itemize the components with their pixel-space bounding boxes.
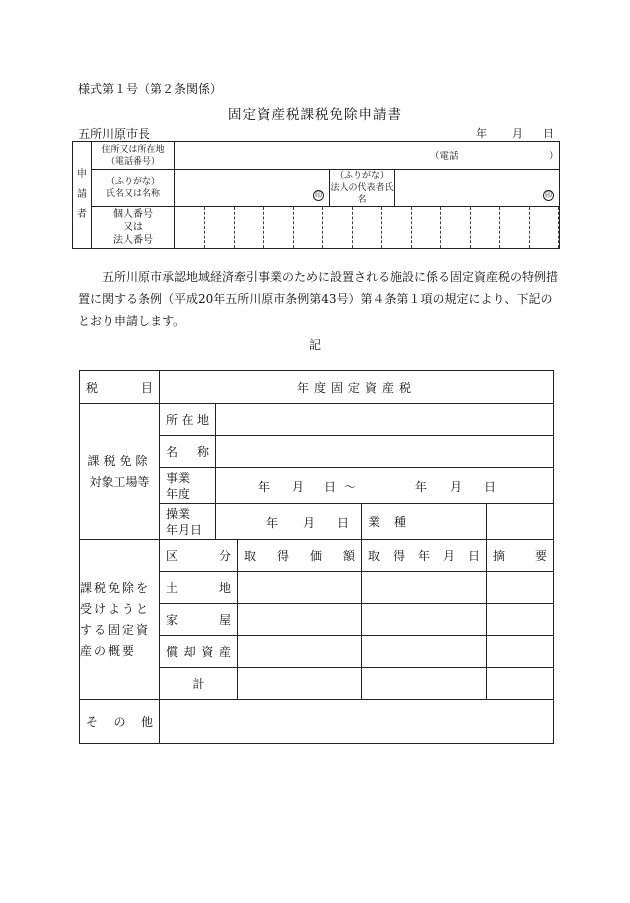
row-house-label: 家 屋 <box>160 604 238 636</box>
address-field[interactable] <box>175 142 560 170</box>
row-house-remarks[interactable] <box>487 604 554 636</box>
main-table <box>79 370 554 744</box>
row-total-amount[interactable] <box>238 668 362 700</box>
row-house-amount[interactable] <box>238 604 362 636</box>
name-label-main: 名 称 <box>160 436 216 468</box>
name-field-main[interactable] <box>216 436 554 468</box>
date-month: 月 <box>512 127 523 140</box>
applicant-table <box>72 141 560 249</box>
seal-mark: 印 <box>315 191 322 199</box>
tax-value: 年度固定資産税 <box>160 371 554 404</box>
location-field[interactable] <box>216 404 554 436</box>
date-day: 日 <box>543 127 554 140</box>
other-label: そ の 他 <box>80 700 160 744</box>
name-field[interactable] <box>175 170 330 207</box>
page-title: 固定資産税課税免除申請書 <box>228 107 402 123</box>
rep-label: （ふりがな） 法人の代表者氏名 <box>330 171 394 205</box>
address-label: 住所又は所在地 （電話番号） <box>92 142 175 170</box>
date-year: 年 <box>476 127 487 140</box>
form-number: 様式第１号（第２条関係） <box>78 82 223 96</box>
other-field[interactable] <box>160 700 554 744</box>
name-label: （ふりがな） 氏名又は名称 <box>92 170 175 207</box>
row-total-remarks[interactable] <box>487 668 554 700</box>
industry-field[interactable] <box>487 504 554 540</box>
header-remarks: 摘 要 <box>487 540 554 572</box>
row-depreciable-label: 償 却 資 産 <box>160 636 238 668</box>
row-total-date[interactable] <box>362 668 487 700</box>
row-depreciable-date[interactable] <box>362 636 487 668</box>
row-land-date[interactable] <box>362 572 487 604</box>
rep-field[interactable] <box>395 170 560 207</box>
body-text: 五所川原市承認地域経済牽引事業のために設置される施設に係る固定資産税の特例措置に関する条例（平成20年五所川原市条例第43号）第４条第１項の規定により、下記のとおり申請します。 <box>78 270 559 328</box>
phone-close: ） <box>549 151 559 162</box>
row-land-amount[interactable] <box>238 572 362 604</box>
row-depreciable-amount[interactable] <box>238 636 362 668</box>
factory-label: 課税免除 対象工場等 <box>80 404 160 540</box>
tax-label: 税 目 <box>80 371 160 404</box>
row-depreciable-remarks[interactable] <box>487 636 554 668</box>
row-land-remarks[interactable] <box>487 572 554 604</box>
operation-date-label: 操業 年月日 <box>160 504 216 540</box>
row-total-label: 計 <box>160 668 238 700</box>
id-number-field[interactable] <box>175 207 560 249</box>
business-year-field[interactable]: 年 月 日 〜 年 月 日 <box>216 468 554 504</box>
location-label: 所 在 地 <box>160 404 216 436</box>
asset-label: 課税免除を 受けようと する固定資 産の概要 <box>80 540 160 700</box>
header-category: 区 分 <box>160 540 238 572</box>
operation-date-field[interactable]: 年 月 日 <box>216 504 362 540</box>
tilde: 〜 <box>344 479 357 494</box>
id-label: 個人番号 又は 法人番号 <box>92 207 175 249</box>
seal-mark: 印 <box>545 191 553 199</box>
business-year-label: 事業 年度 <box>160 468 216 504</box>
row-land-label: 土 地 <box>160 572 238 604</box>
header-amount: 取 得 価 額 <box>238 540 362 572</box>
row-house-date[interactable] <box>362 604 487 636</box>
addressee: 五所川原市長 <box>78 127 151 141</box>
applicant-side-label: 申 請 者 <box>73 142 92 249</box>
ki-label: 記 <box>308 338 321 352</box>
phone-open: （電話 <box>430 151 459 162</box>
header-acq-date: 取 得 年 月 日 <box>362 540 487 572</box>
industry-label: 業 種 <box>362 504 487 540</box>
